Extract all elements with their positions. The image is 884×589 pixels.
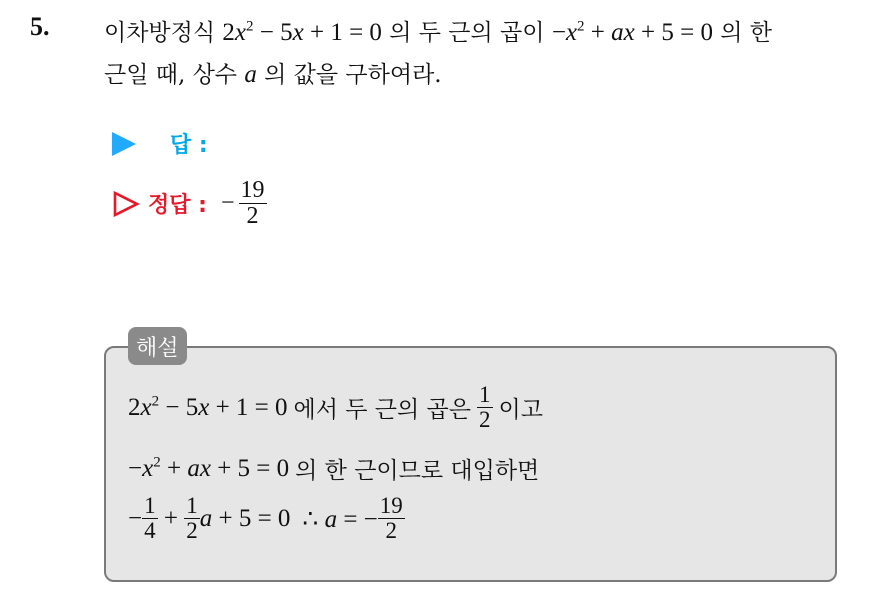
answer-label: 답 : — [170, 133, 208, 158]
fraction-denominator: 2 — [246, 203, 259, 230]
question-text: 근일 때, 상수 — [104, 62, 238, 88]
variable-a: a — [244, 61, 257, 88]
question-text: 의 두 근의 곱이 — [389, 20, 545, 46]
solution-text: 에서 두 근의 곱은 — [293, 397, 471, 424]
question-line-2 — [104, 56, 442, 89]
question-text: 의 값을 구하여라. — [264, 62, 442, 88]
minus-sign: − — [128, 504, 143, 532]
plus-sign: + — [157, 504, 185, 532]
fraction-numerator: 1 — [186, 493, 198, 518]
result-fraction — [378, 494, 405, 543]
therefore-expression: ∴ a = − — [302, 505, 378, 533]
half-fraction — [184, 494, 200, 543]
fraction-numerator: 19 — [240, 177, 265, 203]
equation-1: $2x^2 - 5x + 1 = 0$ — [222, 18, 382, 46]
solution-text: 의 한 근이므로 대입하면 — [295, 458, 540, 484]
outline-triangle-icon — [112, 191, 140, 217]
solution-tab: 해설 — [128, 327, 187, 365]
fraction-numerator: 1 — [144, 493, 156, 518]
fraction-denominator: 4 — [144, 518, 156, 544]
solution-equation-1: $2x^2 - 5x + 1 = 0$ — [128, 393, 288, 421]
solution-line-3 — [128, 494, 405, 543]
solution-equation-2: $-x^2$ + ax + 5 = 0 — [128, 454, 290, 482]
solid-triangle-icon — [112, 132, 136, 156]
fraction-denominator: 2 — [479, 407, 491, 433]
correct-answer-label: 정답 : — [148, 193, 207, 219]
answer-fraction — [239, 178, 267, 229]
solution-text: 이고 — [498, 397, 543, 424]
correct-answer-row — [112, 178, 267, 229]
solution-line-2 — [128, 452, 539, 485]
quarter-fraction — [142, 494, 158, 543]
answer-row — [112, 128, 208, 159]
equation-2: $-x^2$ + ax + 5 = 0 — [551, 18, 713, 46]
product-fraction — [477, 383, 493, 432]
fraction-denominator: 2 — [186, 518, 198, 544]
solution-line-1 — [128, 383, 543, 432]
answer-sign: − — [220, 190, 235, 217]
fraction-denominator: 2 — [385, 518, 398, 544]
question-number: 5. — [30, 12, 50, 41]
question-text: 이차방정식 — [104, 20, 216, 46]
solution-equation-3: a + 5 = 0 — [199, 504, 291, 532]
question-line-1 — [104, 14, 772, 47]
fraction-numerator: 19 — [379, 493, 403, 518]
question-text: 의 한 — [720, 20, 773, 46]
fraction-numerator: 1 — [479, 382, 491, 407]
